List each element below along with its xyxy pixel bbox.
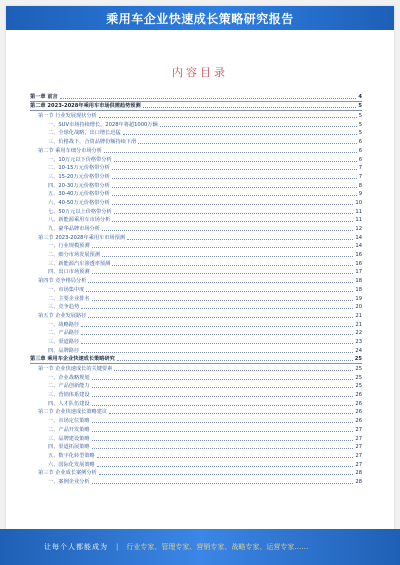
toc-entry-label: 三、竞争趋势 bbox=[48, 304, 80, 311]
toc-entry-page: 10 bbox=[355, 199, 362, 206]
toc-entry[interactable] bbox=[30, 146, 362, 155]
toc-entry-page: 27 bbox=[355, 426, 362, 433]
toc-leader-dots bbox=[102, 256, 354, 257]
toc-entry-page: 16 bbox=[355, 260, 362, 267]
toc-entry-page: 7 bbox=[358, 165, 362, 172]
toc-leader-dots bbox=[112, 265, 353, 266]
toc-entry-label: 一、案例企业分析 bbox=[48, 478, 90, 485]
toc-entry-label: 二、产品开发策略 bbox=[48, 426, 90, 433]
toc-entry-label: 二、细分市场发展预测 bbox=[48, 252, 100, 259]
toc-leader-dots bbox=[97, 466, 354, 467]
toc-entry-label: 第一节 企业快速成长的关键要素 bbox=[38, 366, 113, 372]
toc-leader-dots bbox=[112, 187, 357, 188]
toc-entry-page: 12 bbox=[355, 226, 362, 232]
toc-entry-page: 25 bbox=[354, 356, 362, 363]
toc-entry[interactable] bbox=[30, 416, 362, 425]
toc-entry[interactable] bbox=[30, 181, 362, 190]
footer-tagline: 行业专家、管理专家、营销专家、战略专家、运营专家…… bbox=[126, 543, 309, 551]
toc-entry-label: 一、企业战略规划 bbox=[48, 374, 90, 381]
toc-entry-page: 26 bbox=[355, 418, 362, 425]
toc-entry-page: 26 bbox=[355, 409, 362, 416]
toc-entry-page: 28 bbox=[355, 478, 362, 485]
toc-entry-label: 二、主要企业排名 bbox=[48, 295, 90, 302]
toc-entry-page: 4 bbox=[358, 93, 362, 100]
toc-entry-page: 5 bbox=[358, 113, 362, 120]
toc-entry-label: 四、20-30万元价格带分析 bbox=[48, 182, 110, 189]
toc-entry-label: 第二节 企业快速成长策略建议 bbox=[38, 409, 108, 416]
toc-leader-dots bbox=[81, 326, 353, 327]
toc-entry[interactable] bbox=[30, 364, 362, 373]
toc-entry[interactable] bbox=[30, 276, 362, 285]
toc-entry-label: 二、全球化战略，出口增长迅猛 bbox=[48, 130, 121, 137]
toc-entry-label: 五、数字化转型策略 bbox=[48, 452, 95, 459]
toc-entry[interactable] bbox=[30, 224, 362, 233]
toc-leader-dots bbox=[92, 431, 354, 432]
footer-slogan: 让每个人都能成为 bbox=[44, 543, 108, 551]
toc-entry[interactable] bbox=[30, 207, 362, 216]
toc-entry[interactable] bbox=[30, 250, 362, 259]
report-title: 乘用车企业快速成长策略研究报告 bbox=[106, 11, 294, 26]
toc-leader-dots bbox=[81, 343, 353, 344]
toc-entry-label: 第一节 行业发展现状分析 bbox=[38, 113, 97, 120]
toc-entry-page: 24 bbox=[355, 347, 362, 354]
toc-entry-label: 五、30-40万元价格带分析 bbox=[48, 191, 110, 198]
toc-leader-dots bbox=[109, 413, 353, 414]
toc-entry[interactable] bbox=[30, 233, 362, 242]
toc-entry-label: 第三节 企业成长案例分析 bbox=[38, 470, 97, 477]
toc-entry-page: 8 bbox=[358, 182, 362, 189]
toc-entry[interactable] bbox=[30, 443, 362, 452]
toc-leader-dots bbox=[92, 405, 354, 406]
document-page bbox=[6, 6, 394, 559]
toc-entry-label: 第三章 乘用车企业快速成长策略研究 bbox=[30, 356, 115, 363]
toc-entry-page: 25 bbox=[355, 383, 362, 390]
toc-entry-label: 六、40-50万元价格带分析 bbox=[48, 199, 110, 206]
toc-entry[interactable] bbox=[30, 111, 362, 120]
toc-entry-page: 6 bbox=[358, 156, 362, 163]
toc-leader-dots bbox=[123, 134, 357, 135]
toc-heading: 内容目录 bbox=[172, 66, 228, 79]
toc-entry-page: 16 bbox=[355, 252, 362, 259]
toc-leader-dots bbox=[97, 457, 354, 458]
toc-entry[interactable] bbox=[30, 425, 362, 434]
toc-entry[interactable] bbox=[30, 320, 362, 329]
toc-entry-page: 6 bbox=[358, 139, 362, 146]
toc-entry[interactable] bbox=[30, 451, 362, 460]
toc-entry-label: 七、50万元以上价格带分析 bbox=[48, 208, 112, 215]
toc-entry[interactable] bbox=[30, 303, 362, 312]
toc-entry-label: 三、品牌建设策略 bbox=[48, 435, 90, 442]
toc-entry[interactable] bbox=[30, 408, 362, 417]
toc-leader-dots bbox=[92, 273, 354, 274]
toc-entry[interactable] bbox=[30, 390, 362, 399]
toc-entry-page: 18 bbox=[355, 286, 362, 293]
toc-leader-dots bbox=[143, 107, 357, 108]
toc-leader-dots bbox=[92, 396, 354, 397]
toc-entry-page: 27 bbox=[355, 452, 362, 459]
toc-entry[interactable] bbox=[30, 242, 362, 251]
toc-entry-page: 5 bbox=[358, 103, 362, 110]
toc-entry-page: 28 bbox=[355, 470, 362, 477]
toc-entry-page: 25 bbox=[355, 366, 362, 372]
toc-entry[interactable] bbox=[30, 120, 362, 129]
toc-entry[interactable] bbox=[30, 294, 362, 303]
toc-entry-label: 二、产品创新能力 bbox=[48, 383, 90, 390]
toc-entry[interactable] bbox=[30, 311, 362, 320]
toc-leader-dots bbox=[92, 483, 354, 484]
toc-entry-label: 八、新能源乘用车市场分析 bbox=[48, 217, 111, 224]
table-of-contents bbox=[30, 92, 362, 486]
toc-leader-dots bbox=[138, 143, 356, 144]
toc-entry[interactable] bbox=[30, 477, 362, 486]
toc-entry-page: 5 bbox=[358, 121, 362, 128]
toc-entry-page: 22 bbox=[355, 330, 362, 337]
toc-entry-label: 一、10万元以下价格带分析 bbox=[48, 156, 112, 163]
toc-entry[interactable] bbox=[30, 129, 362, 138]
toc-entry-label: 六、国际化发展策略 bbox=[48, 461, 95, 468]
toc-entry-page: 27 bbox=[355, 461, 362, 468]
toc-entry[interactable] bbox=[30, 399, 362, 408]
toc-entry-page: 23 bbox=[355, 338, 362, 345]
toc-leader-dots bbox=[127, 239, 353, 240]
toc-leader-dots bbox=[92, 247, 354, 248]
footer-banner bbox=[0, 529, 400, 565]
toc-entry-label: 三、渠道路径 bbox=[48, 338, 80, 345]
footer-separator: | bbox=[116, 543, 119, 551]
toc-leader-dots bbox=[160, 126, 357, 127]
toc-entry[interactable] bbox=[30, 268, 362, 277]
toc-entry-label: 一、行业规模预测 bbox=[48, 243, 90, 250]
toc-entry[interactable] bbox=[30, 216, 362, 225]
toc-entry[interactable] bbox=[30, 198, 362, 207]
toc-entry-page: 20 bbox=[355, 304, 362, 311]
toc-leader-dots bbox=[112, 195, 357, 196]
toc-entry-label: 第三节 2023-2028年乘用车市场预测 bbox=[38, 234, 125, 241]
toc-entry[interactable] bbox=[30, 92, 362, 102]
toc-leader-dots bbox=[99, 474, 354, 475]
toc-leader-dots bbox=[92, 387, 354, 388]
toc-entry-label: 三、新能源汽车渗透率预测 bbox=[48, 260, 111, 267]
toc-entry-page: 14 bbox=[355, 234, 362, 241]
toc-entry[interactable] bbox=[30, 102, 362, 112]
toc-leader-dots bbox=[112, 169, 357, 170]
toc-entry-label: 第五节 企业发展路径 bbox=[38, 312, 87, 319]
toc-entry[interactable] bbox=[30, 172, 362, 181]
toc-entry-label: 三、营销体系建设 bbox=[48, 392, 90, 399]
toc-entry-label: 一、市场集中度 bbox=[48, 286, 85, 293]
toc-leader-dots bbox=[60, 98, 357, 99]
toc-entry-page: 25 bbox=[355, 374, 362, 381]
report-header bbox=[6, 6, 394, 30]
toc-leader-dots bbox=[112, 221, 353, 222]
toc-entry-label: 四、渠道拓展策略 bbox=[48, 444, 90, 451]
toc-leader-dots bbox=[86, 291, 353, 292]
toc-entry-label: 一、SUV市场持续增长，2028年将超1000万辆 bbox=[48, 121, 158, 128]
toc-entry[interactable] bbox=[30, 259, 362, 268]
toc-leader-dots bbox=[112, 204, 354, 205]
toc-entry[interactable] bbox=[30, 460, 362, 469]
toc-entry-page: 27 bbox=[355, 435, 362, 442]
toc-entry-page: 26 bbox=[355, 392, 362, 399]
toc-entry-page: 21 bbox=[355, 321, 362, 328]
toc-leader-dots bbox=[88, 282, 353, 283]
toc-entry-label: 第一章 前言 bbox=[30, 93, 58, 100]
toc-entry-label: 一、战略路径 bbox=[48, 321, 80, 328]
toc-leader-dots bbox=[117, 360, 353, 361]
toc-entry[interactable] bbox=[30, 337, 362, 346]
toc-entry-page: 14 bbox=[355, 243, 362, 250]
toc-entry-label: 第四节 竞争格局分析 bbox=[38, 278, 87, 285]
toc-entry-label: 一、市场定位策略 bbox=[48, 418, 90, 425]
toc-entry[interactable] bbox=[30, 434, 362, 443]
toc-entry-label: 二、10-15万元价格带分析 bbox=[48, 165, 110, 172]
toc-entry-page: 27 bbox=[355, 444, 362, 451]
toc-entry-page: 11 bbox=[355, 208, 362, 215]
toc-leader-dots bbox=[99, 117, 357, 118]
toc-entry[interactable] bbox=[30, 346, 362, 355]
toc-entry-label: 二、产品路径 bbox=[48, 330, 80, 337]
toc-entry-page: 9 bbox=[358, 191, 362, 198]
toc-entry[interactable] bbox=[30, 190, 362, 199]
toc-leader-dots bbox=[92, 379, 354, 380]
toc-leader-dots bbox=[92, 300, 354, 301]
toc-leader-dots bbox=[112, 178, 357, 179]
toc-entry-page: 19 bbox=[355, 295, 362, 302]
toc-entry[interactable] bbox=[30, 373, 362, 382]
toc-entry-label: 三、价格战下，合资品牌份额持续下滑 bbox=[48, 139, 137, 146]
toc-leader-dots bbox=[92, 440, 354, 441]
toc-entry-page: 11 bbox=[355, 217, 362, 224]
toc-entry-page: 21 bbox=[355, 312, 362, 319]
toc-leader-dots bbox=[88, 317, 353, 318]
toc-entry[interactable] bbox=[30, 285, 362, 294]
toc-entry-label: 第二节 乘用车细分市场分析 bbox=[38, 147, 102, 154]
toc-entry[interactable] bbox=[30, 382, 362, 391]
toc-entry-page: 5 bbox=[358, 130, 362, 137]
toc-leader-dots bbox=[81, 308, 353, 309]
toc-leader-dots bbox=[81, 352, 353, 353]
toc-entry[interactable] bbox=[30, 137, 362, 146]
toc-leader-dots bbox=[114, 161, 357, 162]
toc-leader-dots bbox=[102, 230, 354, 231]
toc-entry-label: 九、豪华品牌市场分析 bbox=[48, 226, 100, 232]
toc-entry[interactable] bbox=[30, 469, 362, 478]
toc-entry[interactable] bbox=[30, 355, 362, 365]
toc-leader-dots bbox=[114, 370, 353, 371]
toc-entry-label: 三、15-20万元价格带分析 bbox=[48, 173, 110, 180]
toc-entry-page: 26 bbox=[355, 400, 362, 407]
toc-leader-dots bbox=[104, 152, 357, 153]
toc-entry-page: 18 bbox=[355, 278, 362, 285]
toc-leader-dots bbox=[114, 213, 354, 214]
toc-leader-dots bbox=[92, 422, 354, 423]
toc-entry-page: 7 bbox=[358, 173, 362, 180]
toc-entry-label: 四、出口市场预测 bbox=[48, 269, 90, 276]
toc-entry[interactable] bbox=[30, 164, 362, 173]
toc-entry-label: 四、人才队伍建设 bbox=[48, 400, 90, 407]
toc-entry-page: 17 bbox=[355, 269, 362, 276]
toc-entry-label: 四、品牌路径 bbox=[48, 347, 80, 354]
toc-entry[interactable] bbox=[30, 329, 362, 338]
toc-entry-page: 6 bbox=[358, 147, 362, 154]
toc-entry-label: 第二章 2023-2028年乘用车市场供需趋势预测 bbox=[30, 103, 141, 110]
toc-leader-dots bbox=[81, 334, 353, 335]
toc-entry[interactable] bbox=[30, 155, 362, 164]
toc-leader-dots bbox=[92, 448, 354, 449]
